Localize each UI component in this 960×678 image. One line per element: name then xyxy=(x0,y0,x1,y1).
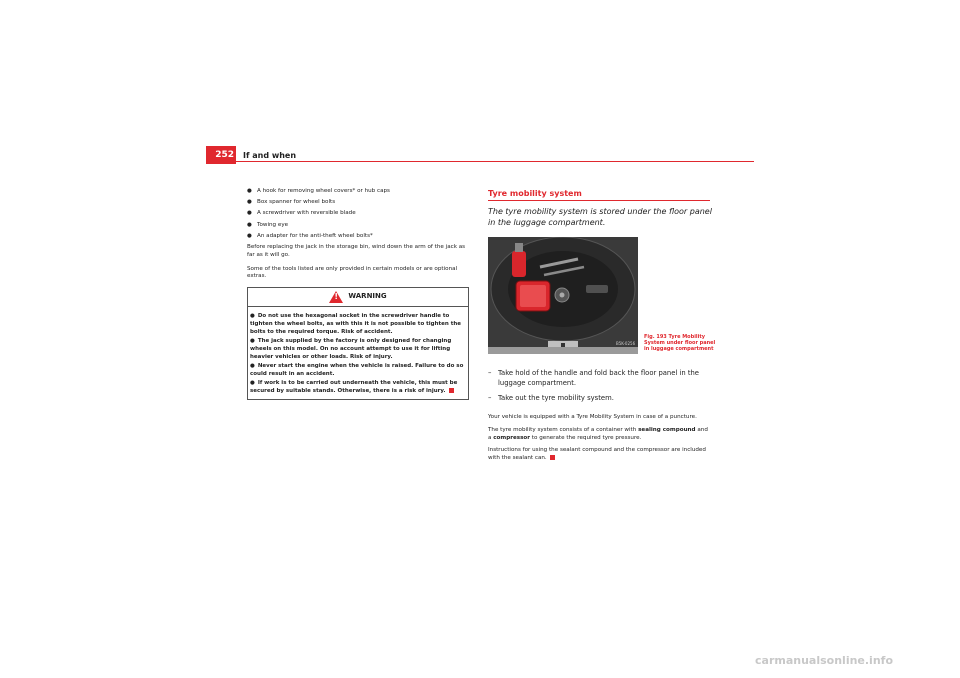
sealant-can-shape xyxy=(512,251,526,277)
left-column xyxy=(247,188,469,400)
warning-item: ● Do not use the hexagonal socket in the screwdriver handle to tighten the wheel bolts, as with this it is not possible to tighten the bolts to the required torque. Risk of accident. xyxy=(250,313,461,336)
watermark: carmanualsonline.info xyxy=(755,654,893,667)
section-rule xyxy=(488,200,710,201)
right-body-text xyxy=(488,414,712,468)
page-number: 252 xyxy=(206,146,236,164)
steps-list xyxy=(488,369,712,410)
warning-body xyxy=(248,307,468,399)
warning-box xyxy=(247,287,469,400)
list-item: ● A hook for removing wheel covers* or hub caps xyxy=(247,188,469,196)
optional-paragraph: Some of the tools listed are only provided in certain models or are optional extras. xyxy=(247,265,458,280)
warning-item: ● The jack supplied by the factory is only designed for changing wheels on this model. On no account attempt to use it for lifting heavier vehicles or other loads. Risk of injury. xyxy=(250,338,452,361)
end-marker-icon xyxy=(550,455,555,460)
step-item: – Take out the tyre mobility system. xyxy=(488,394,614,402)
section-title: Tyre mobility system xyxy=(488,189,582,198)
jack-paragraph: Before replacing the jack in the storage bin, wind down the arm of the jack as far as it will go. xyxy=(247,243,466,258)
chapter-title: If and when xyxy=(243,151,297,160)
list-item: ● An adapter for the anti-theft wheel bolts* xyxy=(247,233,469,241)
warning-item: ● If work is to be carried out underneath the vehicle, this must be secured by suitable stands. Otherwise, there is a risk of injury. xyxy=(250,380,458,395)
warning-item: ● Never start the engine when the vehicle is raised. Failure to do so could result in an accident. xyxy=(250,363,464,378)
figure-code: B5K-0256 xyxy=(616,341,636,346)
end-marker-icon xyxy=(449,388,454,393)
instructions-paragraph: Instructions for using the sealant compound and the compressor are included with the sealant can. xyxy=(488,447,706,462)
trunk-illustration xyxy=(488,237,638,354)
section-lead: The tyre mobility system is stored under the floor panel in the luggage compartment. xyxy=(488,207,712,227)
warning-title: WARNING xyxy=(348,292,387,301)
figure-caption: Fig. 193 Tyre Mobility System under floor panel in luggage compartment xyxy=(644,334,716,353)
figure-trunk-image xyxy=(488,237,638,354)
tool-list xyxy=(247,188,469,241)
warning-header xyxy=(248,288,468,307)
warning-icon: ! xyxy=(329,291,343,303)
list-item: ● Box spanner for wheel bolts xyxy=(247,199,469,207)
puncture-paragraph: Your vehicle is equipped with a Tyre Mobility System in case of a puncture. xyxy=(488,414,697,420)
list-item: ● Towing eye xyxy=(247,222,469,230)
components-paragraph: The tyre mobility system consists of a container with sealing compound and a compressor to generate the required tyre pressure. xyxy=(488,426,708,441)
step-item: – Take hold of the handle and fold back the floor panel in the luggage compartment. xyxy=(488,369,699,387)
header-rule xyxy=(206,161,754,162)
list-item: ● A screwdriver with reversible blade xyxy=(247,210,469,218)
